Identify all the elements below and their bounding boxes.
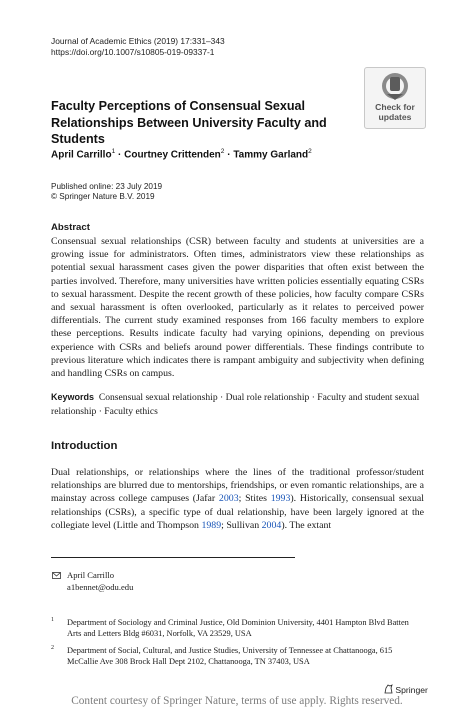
corresponding-author: April Carrillo xyxy=(67,570,115,580)
badge-label-line1: Check for xyxy=(375,102,415,112)
citation-link[interactable]: 1993 xyxy=(270,493,291,505)
intro-text-segment: ). The extant xyxy=(281,519,332,531)
citation-link[interactable]: 2004 xyxy=(261,519,282,531)
author-separator: · xyxy=(117,149,122,161)
author-name[interactable]: April Carrillo xyxy=(51,149,112,161)
author-affiliation-ref: 2 xyxy=(308,148,312,155)
check-updates-icon xyxy=(365,68,425,104)
introduction-heading: Introduction xyxy=(51,440,118,452)
affiliation-text: Department of Sociology and Criminal Justice, Old Dominion University, 4401 Hampton Blvd Batten Arts and Letters Bldg #6031, Norfolk, VA 23529, USA xyxy=(67,618,409,639)
author-list xyxy=(51,148,312,160)
doi-link[interactable]: https://doi.org/10.1007/s10805-019-09337-1 xyxy=(51,47,215,57)
springer-horse-icon xyxy=(384,684,393,694)
published-date: Published online: 23 July 2019 xyxy=(51,182,163,191)
badge-label-line2: updates xyxy=(378,111,412,122)
author-separator: · xyxy=(227,149,231,161)
affiliation-number: 2 xyxy=(51,645,54,651)
envelope-icon xyxy=(52,572,61,579)
abstract-heading: Abstract xyxy=(51,222,90,233)
footnote-divider xyxy=(51,557,295,558)
abstract-text: Consensual sexual relationships (CSR) between faculty and students at universities are a growing issue for administrators. Often times, administrators view these relationships as potential sexual harassment cases given the power disparities that often exist between the parties involved. Therefore, many universities have written policies essentially equating CSRs to sexual harassment. Despite the recent growth of these policies, how faculty compare CSRs and sexual harassment is often overlooked, particularly as it relates to perceived power differentials. The current study examined responses from 166 faculty members to explore these perceptions. Results indicate faculty had varying opinions, depending on previous experience with CSRs and beliefs around power differentials. These findings contribute to previous literature which indicates there is rampant ambiguity and subjectivity when defining and handling CSRs on campus. xyxy=(51,236,424,380)
keywords-label: Keywords xyxy=(51,392,95,402)
introduction-text xyxy=(51,466,424,532)
correspondence xyxy=(51,570,133,593)
publisher-logo xyxy=(384,684,428,695)
check-for-updates-badge[interactable] xyxy=(364,67,426,129)
author-affiliation-ref: 1 xyxy=(111,148,116,155)
author-name[interactable]: Courtney Crittenden xyxy=(124,149,221,161)
keywords-list: Consensual sexual relationship · Dual role relationship · Faculty and student sexual relationship · Faculty ethics xyxy=(51,392,420,417)
keywords xyxy=(51,391,424,418)
copyright-notice: © Springer Nature B.V. 2019 xyxy=(51,192,155,201)
journal-citation: Journal of Academic Ethics (2019) 17:331–343 xyxy=(51,36,225,46)
intro-text-segment: ; Stites xyxy=(238,493,271,505)
badge-label xyxy=(365,103,425,122)
publisher-name: Springer xyxy=(395,685,428,695)
intro-text-segment: ). Historically, consensual sexual relationships (CSRs), a specific type of dual relationship, have been largely ignored at the collegiate level (Little and Thompson xyxy=(51,493,424,531)
affiliation-text: Department of Social, Cultural, and Justice Studies, University of Tennessee at Chattanooga, 615 McCallie Ave 308 Brock Hall Dept 2102, Chattanooga, TN 37403, USA xyxy=(67,646,393,667)
author-affiliation-ref: 2 xyxy=(220,148,225,155)
author-name[interactable]: Tammy Garland xyxy=(233,149,309,161)
intro-text-segment: ; Sullivan xyxy=(221,519,262,531)
courtesy-notice: Content courtesy of Springer Nature, terms of use apply. Rights reserved. xyxy=(71,695,403,707)
citation-link[interactable]: 1989 xyxy=(201,519,222,531)
article-title: Faculty Perceptions of Consensual Sexual Relationships Between University Faculty and Students xyxy=(51,99,327,146)
affiliation-number: 1 xyxy=(51,617,54,623)
intro-text-segment: Dual relationships, or relationships where the lines of the traditional professor/student relationships are blurred due to mentorships, friendships, or even romantic relationships, are a mainstay across college campuses (Jafar xyxy=(51,467,424,505)
author-email[interactable]: a1bennet@odu.edu xyxy=(67,581,134,592)
citation-link[interactable]: 2003 xyxy=(218,493,239,505)
